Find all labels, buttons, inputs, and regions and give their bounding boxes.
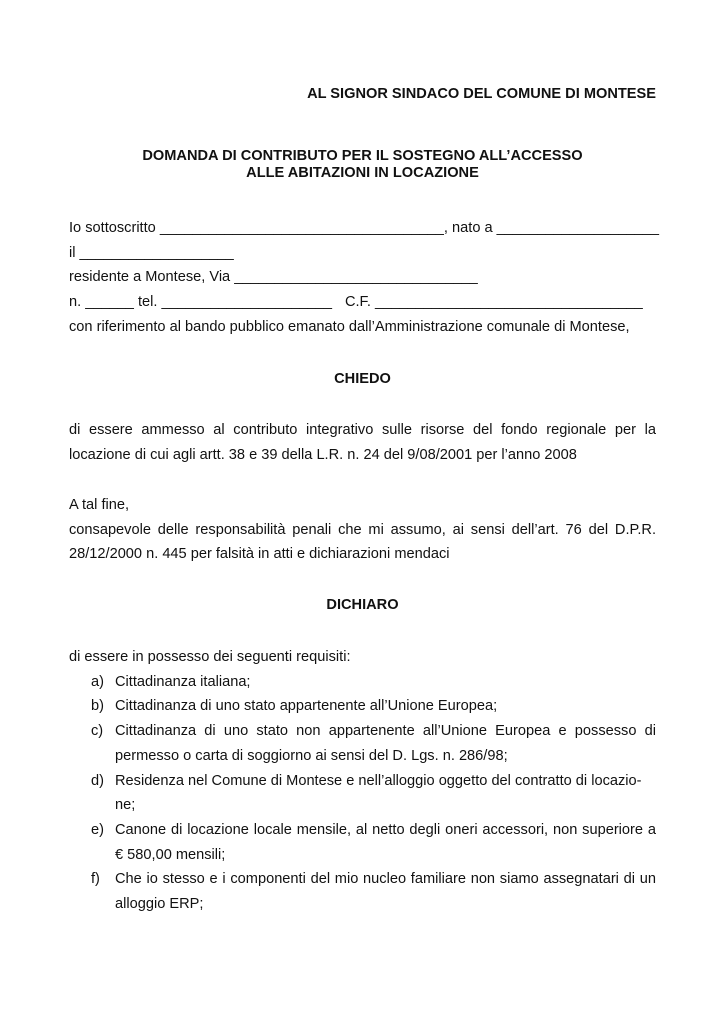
title-line-1: DOMANDA DI CONTRIBUTO PER IL SOSTEGNO ALL’ACCESSO (142, 148, 583, 164)
requirement-item (69, 867, 656, 916)
item-line-1: Cittadinanza di uno stato appartenente all’Unione Europea; (115, 698, 498, 715)
requirement-item (69, 818, 656, 867)
birthdate-field[interactable]: il ___________________ (69, 244, 234, 261)
item-line-2: permesso o carta di soggiorno ai sensi del D. Lgs. n. 286/98; (115, 747, 508, 764)
requirements-list (69, 670, 656, 917)
purpose-block (69, 493, 656, 567)
requirement-item (69, 694, 656, 719)
addressee: AL SIGNOR SINDACO DEL COMUNE DI MONTESE (307, 86, 656, 102)
name-field[interactable]: Io sottoscritto ___________________________________ (69, 220, 444, 236)
item-line-1: Cittadinanza di uno stato non appartenente all’Unione Europea e possesso di (115, 723, 656, 740)
requirement-item (69, 719, 656, 768)
requirement-item (69, 670, 656, 695)
item-marker: b) (91, 698, 104, 715)
item-line-1: Residenza nel Comune di Montese e nell’alloggio oggetto del contratto di locazio- (115, 772, 642, 789)
item-marker: d) (91, 772, 104, 789)
declaration-heading: DICHIARO (326, 597, 399, 613)
item-line-2: ne; (115, 797, 136, 814)
requirement-item (69, 769, 656, 818)
title-line-2: ALLE ABITAZIONI IN LOCAZIONE (246, 165, 479, 181)
item-line-1: Che io stesso e i componenti del mio nucleo familiare non siamo assegnatari di un (115, 871, 656, 888)
address-field[interactable]: residente a Montese, Via ______________________________ (69, 269, 478, 286)
applicant-line-1 (69, 216, 659, 241)
item-line-1: Canone di locazione locale mensile, al netto degli oneri accessori, non superiore a (115, 821, 656, 838)
item-line-2: alloggio ERP; (115, 896, 204, 913)
purpose-line-2: 28/12/2000 n. 445 per falsità in atti e dichiarazioni mendaci (69, 546, 450, 563)
item-marker: c) (91, 723, 104, 740)
item-line-1: Cittadinanza italiana; (115, 673, 251, 690)
declaration-block (69, 645, 656, 917)
reference-text: con riferimento al bando pubblico emanato dall’Amministrazione comunale di Montese, (69, 318, 630, 335)
request-heading: CHIEDO (334, 371, 391, 387)
item-marker: f) (91, 871, 100, 888)
phone-field[interactable]: n. ______ tel. _____________________ (69, 294, 332, 311)
request-text (69, 418, 656, 467)
item-marker: a) (91, 673, 104, 690)
item-line-2: € 580,00 mensili; (115, 846, 226, 863)
request-line-2: locazione di cui agli artt. 38 e 39 della L.R. n. 24 del 9/08/2001 per l’anno 2008 (69, 446, 577, 463)
purpose-intro: A tal fine, (69, 497, 130, 513)
document-title (69, 148, 656, 182)
applicant-line-4 (69, 290, 656, 315)
declaration-intro: di essere in possesso dei seguenti requisiti: (69, 649, 351, 665)
applicant-block (69, 216, 659, 340)
request-line-1: di essere ammesso al contributo integrativo sulle risorse del fondo regionale per la (69, 422, 656, 438)
purpose-line-1: consapevole delle responsabilità penali che mi assumo, ai sensi dell’art. 76 del D.P.R. (69, 521, 656, 538)
item-marker: e) (91, 821, 104, 838)
birthplace-field[interactable]: , nato a ____________________ (443, 220, 659, 236)
fiscal-code-field[interactable]: C.F. _________________________________ (344, 294, 643, 311)
